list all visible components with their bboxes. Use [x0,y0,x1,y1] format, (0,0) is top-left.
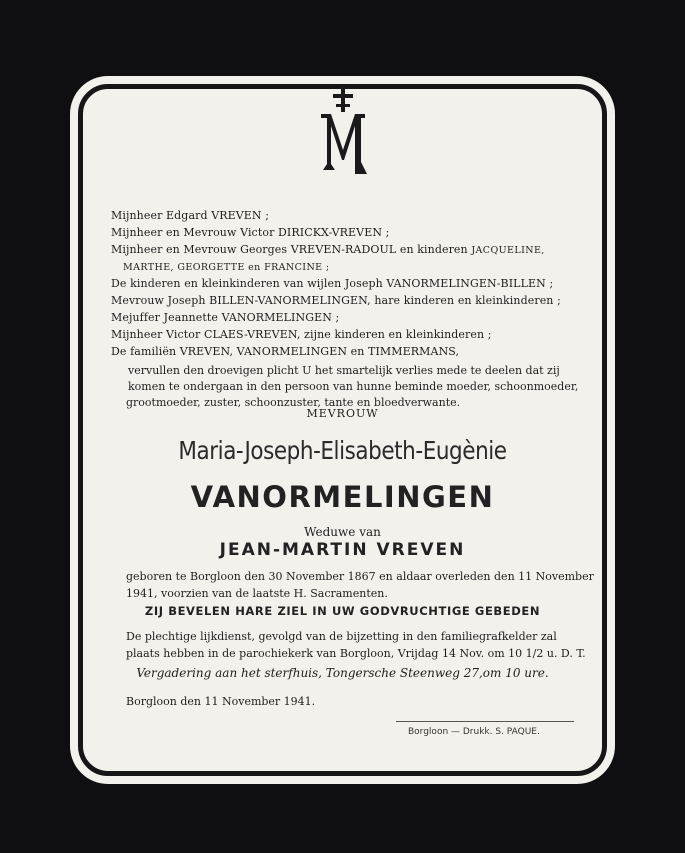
mourner-line: Mejuffer Jeannette VANORMELINGEN ; [111,311,340,324]
service-line: De plechtige lijkdienst, gevolgd van de bijzetting in den familiegrafkelder zal [126,630,557,643]
mourner-line: Mijnheer Victor CLAES-VREVEN, zijne kinderen en kleinkinderen ; [111,328,492,341]
mourners-list [111,207,591,360]
announcement-line: vervullen den droevigen plicht U het smartelijk verlies mede te deelen dat zij [128,364,560,377]
deceased-surname: VANORMELINGEN [190,480,495,514]
announcement-line: grootmoeder, zuster, schoonzuster, tante en bloedverwante. [126,396,461,409]
birth-line: 1941, voorzien van de laatste H. Sacramenten. [126,587,388,600]
mourner-line: Mijnheer en Mevrouw Victor DIRICKX-VREVEN ; [111,226,390,239]
memorial-card [70,76,615,784]
mourner-line: Mevrouw Joseph BILLEN-VANORMELINGEN, hare kinderen en kleinkinderen ; [111,294,561,307]
birth-line: geboren te Borgloon den 30 November 1867 en aldaar overleden den 11 November [126,570,594,583]
deceased-given-names: Maria-Joseph-Elisabeth-Eugènie [178,436,507,465]
marian-monogram-icon [313,84,373,184]
mourner-line: MARTHE, GEORGETTE en FRANCINE ; [123,262,330,273]
widow-of-label: Weduwe van [304,525,381,539]
service-line: plaats hebben in de parochiekerk van Borgloon, Vrijdag 14 Nov. om 10 1/2 u. D. T. [126,647,586,660]
announcement-line: komen te ondergaan in den persoon van hunne beminde moeder, schoonmoeder, [128,380,579,393]
birth-death-text [126,568,594,602]
meeting-info: Vergadering aan het sterfhuis, Tongersche Steenweg 27,om 10 ure. [136,666,549,680]
mourner-line: De kinderen en kleinkinderen van wijlen Joseph VANORMELINGEN-BILLEN ; [111,277,554,290]
place-date: Borgloon den 11 November 1941. [126,695,316,708]
honorific: MEVROUW [306,407,379,420]
funeral-service-text [126,628,586,662]
mourner-line: Mijnheer en Mevrouw Georges VREVEN-RADOUL en kinderen JACQUELINE, [111,243,545,256]
printer-divider [396,721,574,722]
husband-name: JEAN-MARTIN VREVEN [219,540,466,560]
announcement-text [126,363,586,411]
prayer-request: ZIJ BEVELEN HARE ZIEL IN UW GODVRUCHTIGE GEBEDEN [144,604,541,618]
mourner-line: De familiën VREVEN, VANORMELINGEN en TIMMERMANS, [111,345,460,358]
printer-credit: Borgloon — Drukk. S. PAQUE. [408,727,540,737]
mourner-line: Mijnheer Edgard VREVEN ; [111,209,270,222]
